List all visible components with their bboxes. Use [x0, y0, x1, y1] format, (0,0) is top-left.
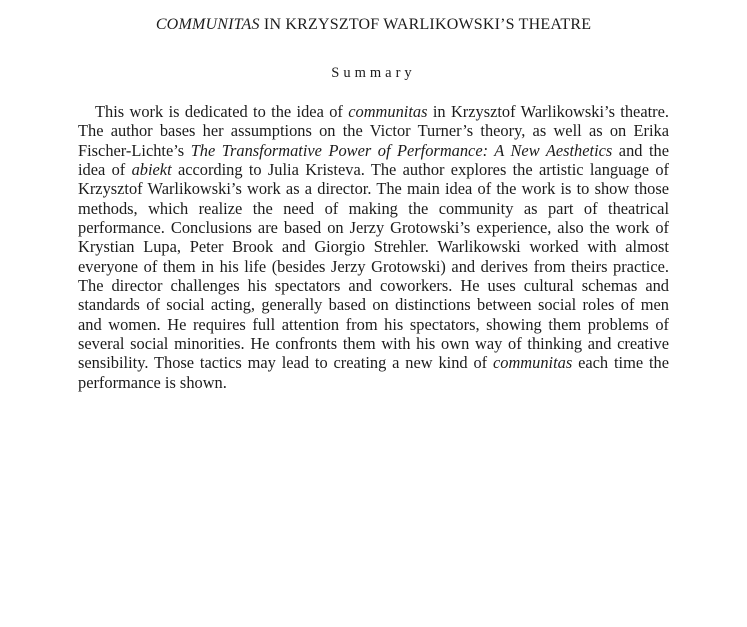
paragraph-italic-segment: communitas — [348, 102, 428, 121]
summary-paragraph — [78, 102, 669, 392]
page-title-regular-text: IN KRZYSZTOF WARLIKOWSKI’S THEATRE — [259, 16, 592, 33]
paragraph-italic-segment: abiekt — [131, 160, 172, 180]
summary-heading: Summary — [331, 65, 416, 81]
paragraph-text-segment: according to Julia Kristeva. The author explores the artistic language of Krzysztof Warlikowski’s work as a director. The main idea of the work is to show those methods, which realize the need of making the community as part of theatrical performance. Conclusions are based on Jerzy Grotowski’s experience, also the work of Krystian Lupa, Peter Brook and Giorgio Strehler. Warlikowski worked with almost everyone of them in his life (besides Jerzy Grotowski) and derives from theirs practice. The director challenges his spectators and coworkers. He uses cultural schemas and standards of social acting, generally based on distinctions between social roles of men and women. He requires full attention from his spectators, showing them problems of several social minorities. He confronts them with his own way of thinking and creative sensibility. Those tactics may lead to creating a new kind of — [78, 160, 669, 373]
paragraph-text-segment: each time the performance is shown. — [78, 353, 669, 392]
paragraph-text-segment: in Krzysztof Warlikowski’s theatre. The author bases her assumptions on the Victor Turner’s theory, as well as on Erika Fischer-Lichte’s — [78, 102, 669, 160]
paragraph-italic-segment: communitas — [493, 353, 573, 373]
page-title — [0, 16, 747, 34]
page-title-italic-term: COMMUNITAS — [155, 16, 260, 33]
paragraph-italic-segment: The Transformative Power of Performance: A New Aesthetics — [190, 140, 613, 160]
paragraph-text-segment: This work is dedicated to the idea of — [95, 102, 349, 121]
paragraph-text-segment: and the idea of — [78, 140, 670, 180]
